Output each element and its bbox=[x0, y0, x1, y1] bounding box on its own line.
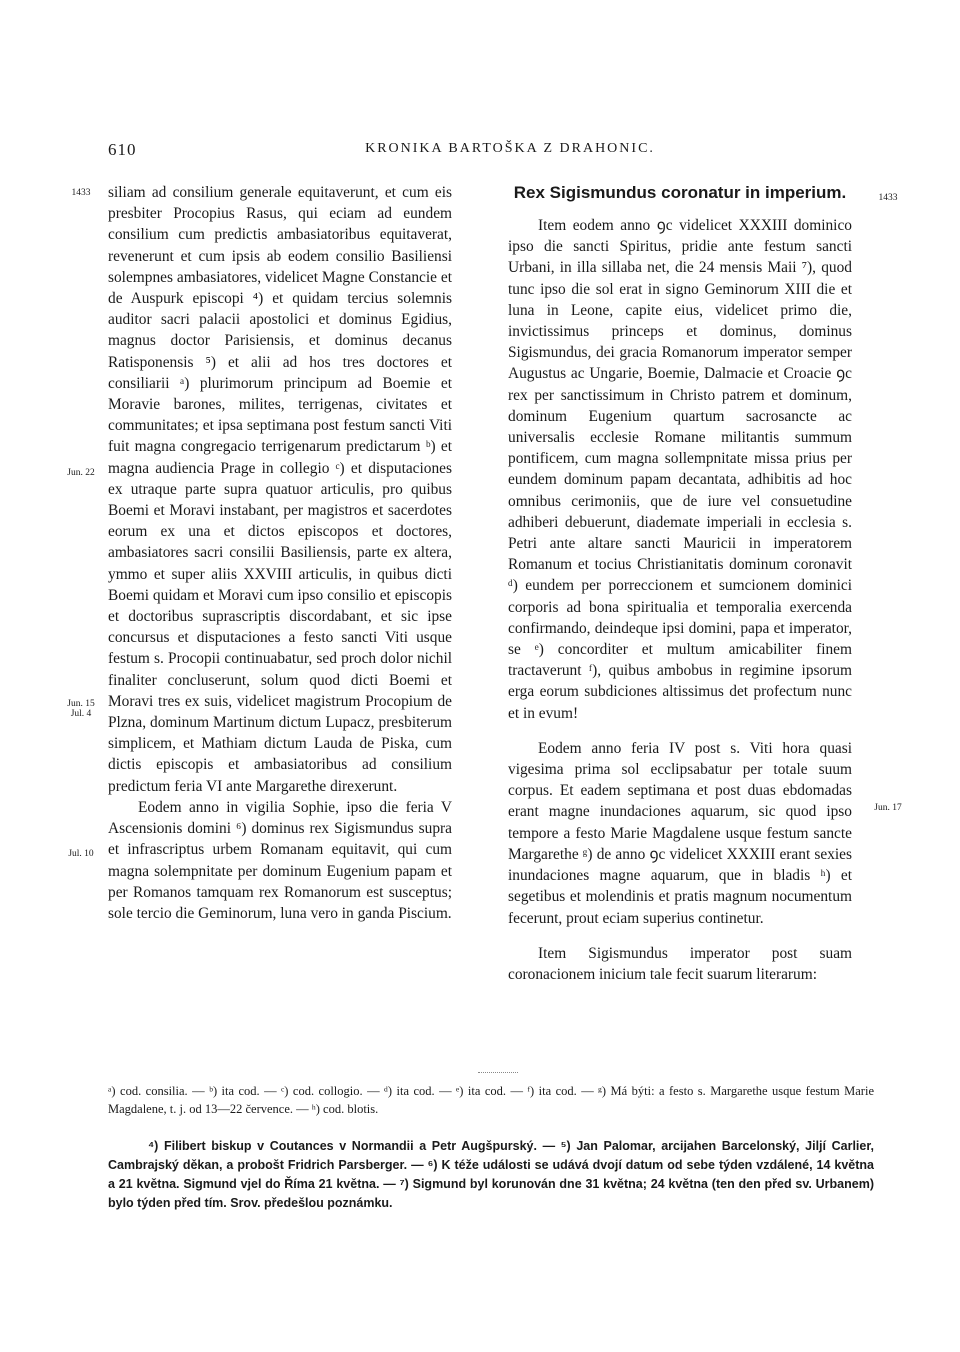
margin-note-year-left: 1433 bbox=[71, 188, 91, 198]
margin-note-jul10: Jul. 10 bbox=[68, 849, 94, 859]
right-paragraph-letters: Item Sigismundus imperator post suam coronacionem inicium tale fecit suarum literarum: bbox=[508, 944, 852, 983]
apparatus-text: ᵃ) cod. consilia. — ᵇ) ita cod. — ᶜ) cod. collogio. — ᵈ) ita cod. — ᵉ) ita cod. — ᶠ) ita cod. — ᵍ) Má býti: a festo s. Margarethe usque festum Marie Magdalene, t. j. od 13—22 července. — ʰ) cod. blotis. bbox=[108, 1084, 874, 1116]
footnotes-text: ⁴) Filibert biskup v Coutances v Normandii a Petr Augšpurský. — ⁵) Jan Palomar, arcijahen Barcelonský, Jiljí Carlier, Cambrajský děkan, a probošt Fridrich Parsberger. — ⁶) K téže události se udává dvojí datum od sebe týden vzdálené, 14 května a 21 května. Sigmund vjel do Říma 21 května. — ⁷) Sigmund byl korunován dne 31 května; 24 května (ten den před sv. Urbanem) bylo týden před tím. Srov. předešlou poznámku. bbox=[108, 1139, 874, 1210]
critical-apparatus bbox=[108, 1082, 874, 1118]
footnote-divider bbox=[478, 1072, 518, 1073]
left-column bbox=[108, 182, 452, 924]
left-paragraph-ascension: Eodem anno in vigilia Sophie, ipso die feria V Ascensionis domini ⁶) dominus rex Sigismundus supra et infrascriptus urbem Romanam equitavit, qui cum magna solempnitate per dominum Eugenium papam et per Romanos tamquam rex Romanorum est susceptus; sole tercio die Geminorum, luna vero in ganda Piscium. bbox=[108, 798, 452, 922]
margin-note-jun17: Jun. 17 bbox=[874, 803, 902, 813]
running-title: KRONIKA BARTOŠKA Z DRAHONIC. bbox=[365, 141, 655, 156]
right-paragraph-eclipse: Eodem anno feria IV post s. Viti hora quasi vigesima prima sol ecclipsabatur per totale suum corpus. Et eadem septimana et post duas ebdomadas erant magne inundaciones aquarum, sic quod ipso tempore a festo Marie Magdalene usque festum sancte Margarethe ᵍ) de anno ꝯc videlicet XXXIII erant sexies inundaciones magne aquarum, que in bladis ʰ) et segetibus et molendinis et pratis magnum nocumentum fecerunt, prout eciam superius continetur. bbox=[508, 739, 852, 927]
margin-note-jun22: Jun. 22 bbox=[67, 468, 95, 478]
right-column bbox=[508, 182, 852, 985]
right-paragraph-coronation: Item eodem anno ꝯc videlicet XXXIII dominico ipso die sancti Spiritus, pridie ante festum sancti Urbani, in illa sillaba net, die 24 mensis Maii ⁷), quod tunc ipso die sol erat in signo Geminorum XIII die et luna in Leone, capite eius, videlicet primo die, invictissimus princeps et dominus, dominus Sigismundus, dei gracia Romanorum imperator semper Augustus ac Ungarie, Boemie, Dalmacie et Croacie ꝯc rex per sanctissimum in Christo patrem et dominum, dominum Eugenium quartum sacrosancte ac universalis ecclesie Romane militantis summum pontificem, cum magna sollempnitate missa prius per eundem dominum papam decantata, adhibitis ad hoc omnibus cerimoniis, que de iure vel consuetudine adhiberi debuerunt, diademate imperiali in ecclesia s. Petri ante altare sancti Mauricii in imperatorem Romanum et tocius Christianitatis dominum coronavit ᵈ) eundem per porreccionem et sumcionem dominici corporis ad bona spiritualia et temporalia exercenda confirmando, deindeque ipsi domini, papa et imperator, se ᵉ) concorditer et multum amicabiliter finem tractaverunt ᶠ), quibus ambobus in regimine ipsorum erga eorum subdiciones altissimus det profectum nunc et in evum! bbox=[508, 217, 852, 722]
page-number: 610 bbox=[108, 140, 137, 159]
margin-note-jun15-jul4: Jun. 15 Jul. 4 bbox=[67, 699, 95, 719]
section-heading: Rex Sigismundus coronatur in imperium. bbox=[513, 183, 847, 202]
footnotes bbox=[108, 1137, 874, 1213]
left-paragraph-continued: siliam ad consilium generale equitaverunt, et cum eis presbiter Procopius Rasus, qui eciam ad eundem consilium cum predictis ambasiatoribus equitaverat, revenerunt et cum ipsis ab eodem consilio Basiliensi solempnes ambasiatores, videlicet Magne Constancie et de Auspurk episcopi ⁴) et quidam tercius solemnis auditor sacri palacii apostolici et dominus Egidius, magnus doctor Parisiensis, et dominus decanus Ratisponensis ⁵) et alii ad hos tres doctores et consiliarii ᵃ) plurimorum principum ad Boemie et Moravie barones, milites, terrigenas, civitates et communitates; et ipsa septimana post festum sancti Viti fuit magna congregacio terrigenarum predictarum ᵇ) et magna audiencia Prage in collegio ᶜ) et disputaciones ex utraque parte supra quatuor articulis, pro quibus Boemi et Moravi instabant, per magistros et sacerdotes eorum ex una et dictos episcopos et doctores, ambasiatores sacri consilii Basiliensis, parte ex altera, ymmo et super aliis XXVIII articulis, in quibus dicti Boemi quidam et Moravi cum ipso consilio et episcopis et doctoribus suprascriptis discordabant, et sic ipse concursus et disputaciones a festo sancti Viti usque festum s. Procopii continuabatur, sed proch dolor nichil finaliter concluserunt, solum quod dicti Boemi et Moravi tres ex suis, videlicet magistrum Procopium de Plzna, dominum Martinum dictum Lupacz, presbiterum simplicem, et Mathiam dictum Lauda de Piska, cum dictis episcopis et ambasiatoribus ad consilium predictum feria VI ante Margarethe direxerunt. bbox=[108, 184, 452, 795]
margin-note-year-right: 1433 bbox=[878, 193, 898, 203]
